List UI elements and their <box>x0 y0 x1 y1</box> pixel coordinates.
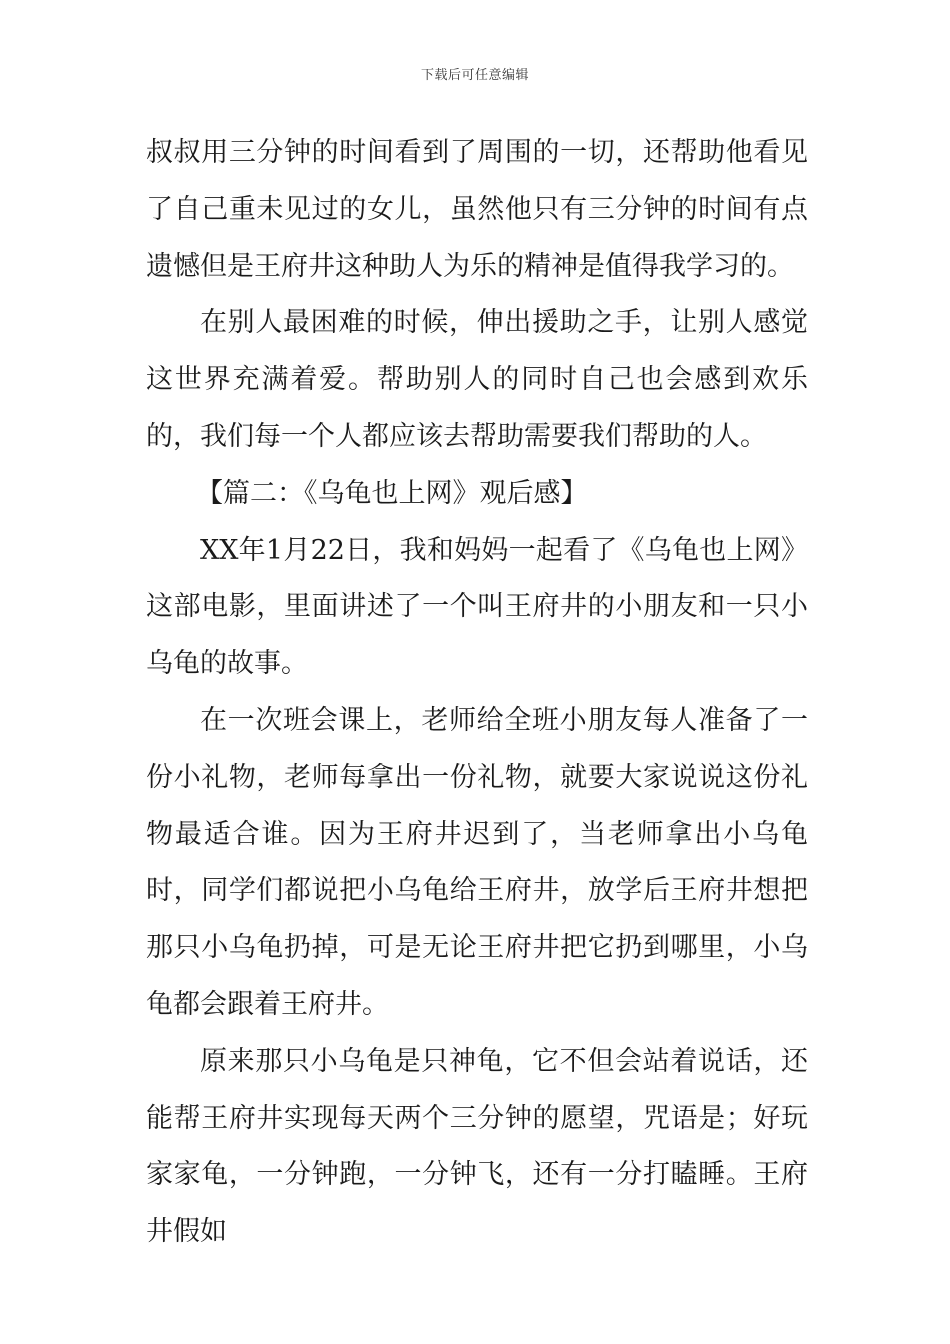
paragraph: XX年1月22日，我和妈妈一起看了《乌龟也上网》这部电影，里面讲述了一个叫王府井的小朋友和一只小乌龟的故事。 <box>146 534 808 680</box>
document-body <box>146 125 808 1261</box>
paragraph: 在一次班会课上，老师给全班小朋友每人准备了一份小礼物，老师每拿出一份礼物，就要大家说说这份礼物最适合谁。因为王府井迟到了，当老师拿出小乌龟时，同学们都说把小乌龟给王府井，放学后王府井想把那只小乌龟扔掉，可是无论王府井把它扔到哪里，小乌龟都会跟着王府井。 <box>146 704 808 1020</box>
paragraph-continuation: 叔叔用三分钟的时间看到了周围的一切，还帮助他看见了自己重未见过的女儿，虽然他只有三分钟的时间有点遗憾但是王府井这种助人为乐的精神是值得我学习的。 <box>146 137 808 282</box>
paragraph: 在别人最困难的时候，伸出援助之手，让别人感觉这世界充满着爱。帮助别人的同时自己也会感到欢乐的，我们每一个人都应该去帮助需要我们帮助的人。 <box>146 307 808 452</box>
paragraph: 原来那只小乌龟是只神龟，它不但会站着说话，还能帮王府井实现每天两个三分钟的愿望，咒语是；好玩家家龟，一分钟跑，一分钟飞，还有一分打瞌睡。王府井假如 <box>146 1045 808 1248</box>
section-heading: 【篇二：《乌龟也上网》观后感】 <box>196 477 588 509</box>
page-header: 下载后可任意编辑 <box>420 68 529 83</box>
